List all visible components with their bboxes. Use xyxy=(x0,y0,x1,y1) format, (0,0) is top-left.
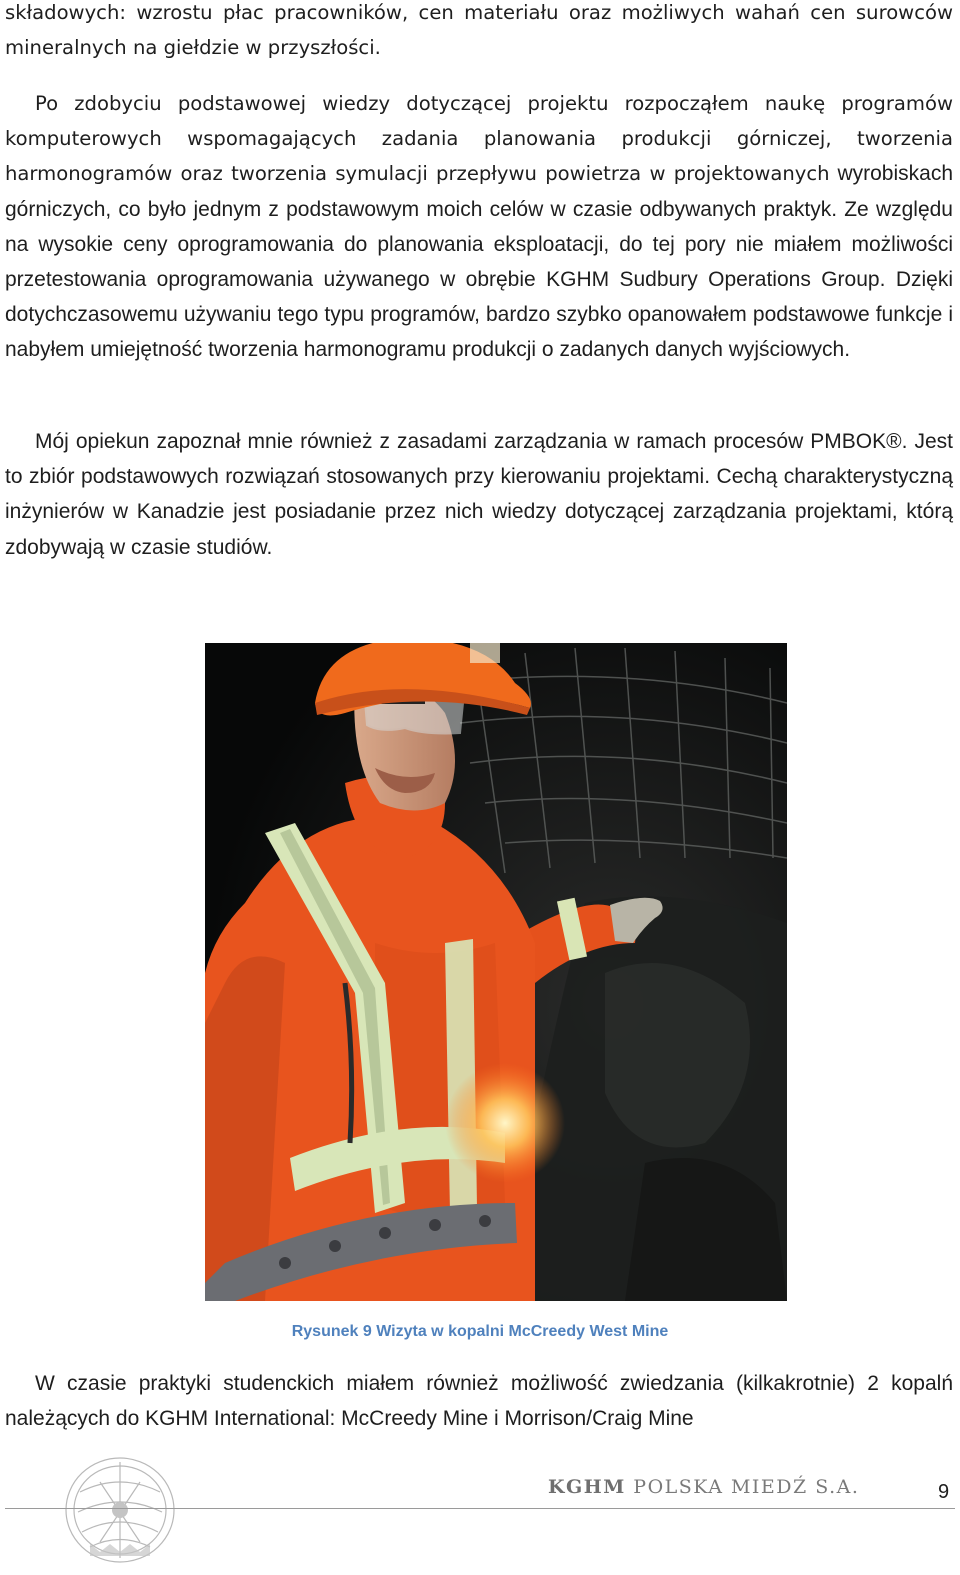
paragraph-pmbok: Mój opiekun zapoznał mnie również z zasadami zarządzania w ramach procesów PMBOK®. Jest to zbiór podstawowych rozwiązań stosowanych przy kierowaniu projektami. Cechą charakterystyczną inżynierów w Kanadzie jest posiadanie przez nich wiedzy dotyczącej zarządzania projektami, którą zdobywają w czasie studiów. xyxy=(5,430,953,559)
miner-photo xyxy=(205,643,787,1301)
paragraph-software xyxy=(5,86,953,368)
paragraph-software-part2: wyrobiskach górniczych, co było jednym z podstawowym moich celów w czasie odbywanych praktyk. Ze względu na wysokie ceny oprogramowania do planowania eksploatacji, do tej pory nie miałem możliwości przetestowania oprogramowania używanego w obrębie KGHM Sudbury Operations Group. Dzięki dotychczasowemu używaniu tego typu programów, bardzo szybko opanowałem podstawowe funkcje i nabyłem umiejętność tworzenia harmonogramu produkcji o zadanych danych wyjściowych. xyxy=(5,162,953,362)
figure-photo xyxy=(205,643,787,1301)
footer-divider xyxy=(5,1508,955,1509)
paragraph-software-text1: Po zdobyciu podstawowej wiedzy dotyczącej projektu rozpocząłem naukę programów komputerowych wspomagających zadania planowania produkcji górniczej, tworzenia harmonogramów oraz tworzenia symulacji przepływu powietrza w projektowanych xyxy=(5,92,953,186)
paragraph-software-part1 xyxy=(5,92,953,185)
page-number: 9 xyxy=(938,1481,950,1503)
company-logo xyxy=(60,1452,180,1570)
footer-brand-rest: POLSKA MIEDŹ S.A. xyxy=(633,1476,860,1498)
paragraph-mine-visits: W czasie praktyki studenckich miałem również możliwość zwiedzania (kilkakrotnie) 2 kopalń należących do KGHM International: McCreedy Mine i Morrison/Craig Mine xyxy=(5,1372,953,1431)
footer-brand-kghm: KGHM xyxy=(548,1476,626,1498)
figure-caption: Rysunek 9 Wizyta w kopalni McCreedy West Mine xyxy=(291,1323,669,1340)
footer-brand xyxy=(548,1476,859,1498)
paragraph-continuation: składowych: wzrostu płac pracowników, cen materiału oraz możliwych wahań cen surowców mineralnych na giełdzie w przyszłości. xyxy=(5,1,953,60)
